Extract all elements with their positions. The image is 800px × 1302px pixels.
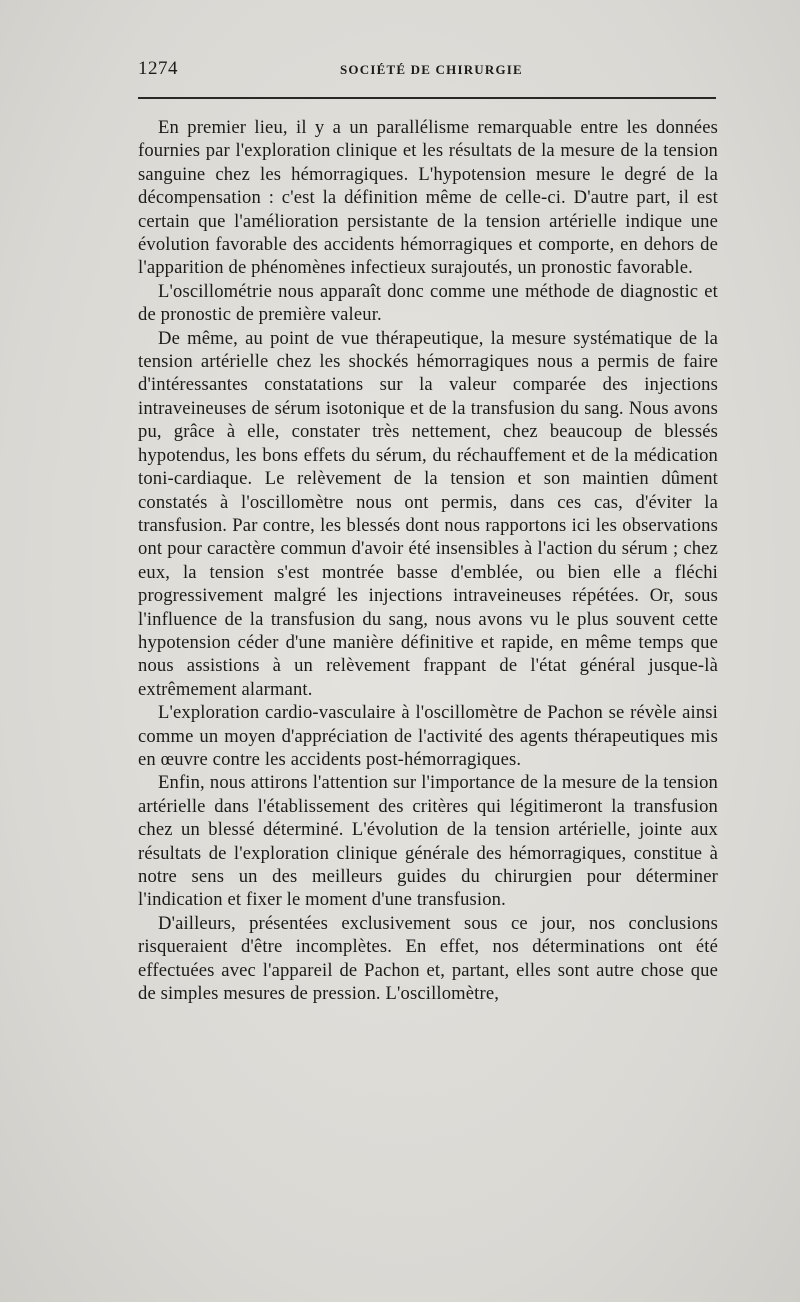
- paragraph-3: De même, au point de vue thérapeutique, la mesure systématique de la tension artérielle chez les shockés hémorragiques nous a permis de faire d'intéressantes constatations sur la valeur comparée des injections intraveineuses de sérum isotonique et de la transfusion du sang. Nous avons pu, grâce à elle, constater très nettement, chez beaucoup de blessés hypotendus, les bons effets du sérum, du réchauffement et de la médication toni-cardiaque. Le relèvement de la tension et son maintien dûment constatés à l'oscillomètre nous ont permis, dans ces cas, d'éviter la transfusion. Par contre, les blessés dont nous rapportons ici les observations ont pour caractère commun d'avoir été insensibles à l'action du sérum ; chez eux, la tension s'est montrée basse d'emblée, ou bien elle a fléchi progressivement malgré les injections intraveineuses répétées. Or, sous l'influence de la transfusion du sang, nous avons vu le plus souvent cette hypotension céder d'une manière définitive et rapide, en même temps que nous assistions à un relèvement frappant de l'état général jusque-là extrêmement alarmant.: [138, 327, 718, 700]
- running-head: SOCIÉTÉ DE CHIRURGIE: [340, 62, 523, 77]
- paragraph-6: D'ailleurs, présentées exclusivement sous ce jour, nos conclusions risqueraient d'être incomplètes. En effet, nos déterminations ont été effectuées avec l'appareil de Pachon et, partant, elles sont autre chose que de simples mesures de pression. L'oscillomètre,: [138, 912, 718, 1005]
- paragraph-2: L'oscillométrie nous apparaît donc comme une méthode de diagnostic et de pronostic de première valeur.: [138, 280, 718, 326]
- page-header: [138, 58, 716, 88]
- header-rule: [138, 97, 716, 99]
- page-number: 1274: [138, 58, 178, 79]
- body-text: [138, 116, 718, 1005]
- paragraph-1: En premier lieu, il y a un parallélisme remarquable entre les données fournies par l'exploration clinique et les résultats de la mesure de la tension sanguine chez les hémorragiques. L'hypotension mesure le degré de la décompensation : c'est la définition même de celle-ci. D'autre part, il est certain que l'amélioration persistante de la tension artérielle indique une évolution favorable des accidents hémorragiques et comporte, en dehors de l'apparition de phénomènes infectieux surajoutés, un pronostic favorable.: [138, 117, 718, 279]
- paragraph-4: L'exploration cardio-vasculaire à l'oscillomètre de Pachon se révèle ainsi comme un moyen d'appréciation de l'activité des agents thérapeutiques mis en œuvre contre les accidents post-hémorragiques.: [138, 702, 718, 770]
- paragraph-5: Enfin, nous attirons l'attention sur l'importance de la mesure de la tension artérielle dans l'établissement des critères qui légitimeront la transfusion chez un blessé déterminé. L'évolution de la tension artérielle, jointe aux résultats de l'exploration clinique générale des hémorragiques, constitue à notre sens un des meilleurs guides du chirurgien pour déterminer l'indication et fixer le moment d'une transfusion.: [138, 772, 718, 911]
